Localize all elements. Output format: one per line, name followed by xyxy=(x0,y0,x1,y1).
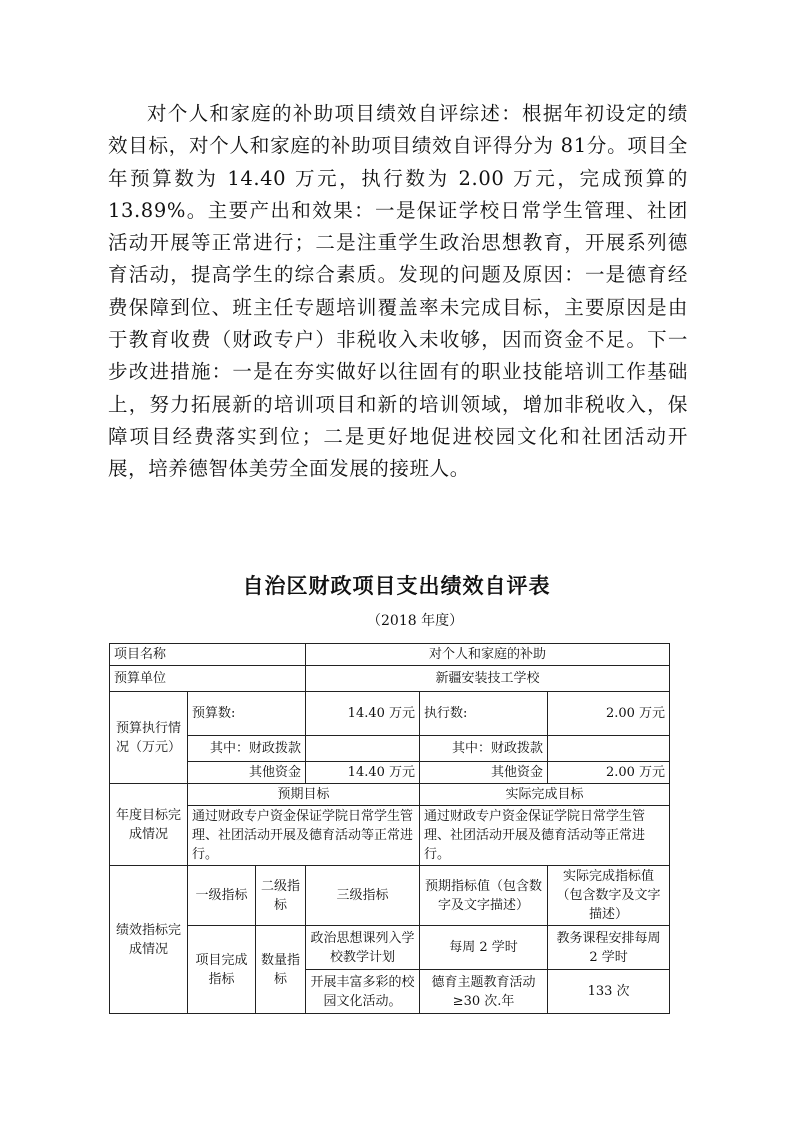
actual-goal-text: 通过财政专户资金保证学院日常学生管理、社团活动开展及德育活动等正常进行。 xyxy=(420,806,670,866)
col-level2-header: 二级指标 xyxy=(256,866,306,926)
table-title: 自治区财政项目支出绩效自评表 xyxy=(242,574,551,598)
expected-goal-text: 通过财政专户资金保证学院日常学生管理、社团活动开展及德育活动等正常进行。 xyxy=(188,806,420,866)
budget-unit-label: 预算单位 xyxy=(110,666,306,692)
exec-value: 2.00 万元 xyxy=(548,692,670,736)
year-label: （2018 年度） xyxy=(367,613,464,629)
expected-goal-header: 预期目标 xyxy=(188,784,420,806)
table-row xyxy=(110,762,670,784)
table-row xyxy=(110,692,670,736)
level2-value: 数量指标 xyxy=(256,926,306,1014)
actual-cell: 133 次 xyxy=(548,970,670,1014)
actual-cell: 教务课程安排每周 2 学时 xyxy=(548,926,670,970)
col-expected-header: 预期指标值（包含数字及文字描述） xyxy=(420,866,548,926)
level3-cell: 开展丰富多彩的校园文化活动。 xyxy=(306,970,420,1014)
col-level3-header: 三级指标 xyxy=(306,866,420,926)
table-row xyxy=(110,926,670,970)
exec-label: 执行数: xyxy=(420,692,548,736)
expected-cell: 每周 2 学时 xyxy=(420,926,548,970)
fiscal-label: 其中：财政拨款 xyxy=(188,736,306,762)
budget-value: 14.40 万元 xyxy=(306,692,420,736)
fiscal-label-exec: 其中：财政拨款 xyxy=(420,736,548,762)
budget-label: 预算数: xyxy=(188,692,306,736)
actual-goal-header: 实际完成目标 xyxy=(420,784,670,806)
other-label: 其他资金 xyxy=(188,762,306,784)
other-label-exec: 其他资金 xyxy=(420,762,548,784)
table-row xyxy=(110,866,670,926)
project-name-label: 项目名称 xyxy=(110,644,306,666)
table-row xyxy=(110,736,670,762)
budget-unit-value: 新疆安装技工学校 xyxy=(306,666,670,692)
expected-cell: 德育主题教育活动≥30 次.年 xyxy=(420,970,548,1014)
project-name-value: 对个人和家庭的补助 xyxy=(306,644,670,666)
col-level1-header: 一级指标 xyxy=(188,866,256,926)
indicator-section-label: 绩效指标完成情况 xyxy=(110,866,188,1014)
summary-paragraph: 对个人和家庭的补助项目绩效自评综述：根据年初设定的绩效目标，对个人和家庭的补助项目绩效自评得分为 81分。项目全年预算数为 14.40 万元，执行数为 2.00 万元，完成预算的 13.89%。主要产出和效果：一是保证学校日常学生管理、社团活动开展等正常进行；二是注重学生政治思想教育，开展系列德育活动，提高学生的综合素质。发现的问题及原因：一是德育经费保障到位、班主任专题培训覆盖率未完成目标，主要原因是由于教育收费（财政专户）非税收入未收够，因而资金不足。下一步改进措施：一是在夯实做好以往固有的职业技能培训工作基础上，努力拓展新的培训项目和新的培训领域，增加非税收入，保障项目经费落实到位；二是更好地促进校园文化和社团活动开展，培养德智体美劳全面发展的接班人。 xyxy=(108,102,688,481)
col-actual-header: 实际完成指标值（包含数字及文字描述） xyxy=(548,866,670,926)
level3-cell: 政治思想课列入学校教学计划 xyxy=(306,926,420,970)
table-row xyxy=(110,806,670,866)
fiscal-exec-value xyxy=(548,736,670,762)
annual-goal-label: 年度目标完成情况 xyxy=(110,784,188,866)
table-row xyxy=(110,666,670,692)
table-row xyxy=(110,644,670,666)
other-budget-value: 14.40 万元 xyxy=(306,762,420,784)
fiscal-budget-value xyxy=(306,736,420,762)
budget-exec-label: 预算执行情况（万元） xyxy=(110,692,188,784)
level1-value: 项目完成指标 xyxy=(188,926,256,1014)
other-exec-value: 2.00 万元 xyxy=(548,762,670,784)
table-row xyxy=(110,784,670,806)
evaluation-table xyxy=(109,643,670,1014)
